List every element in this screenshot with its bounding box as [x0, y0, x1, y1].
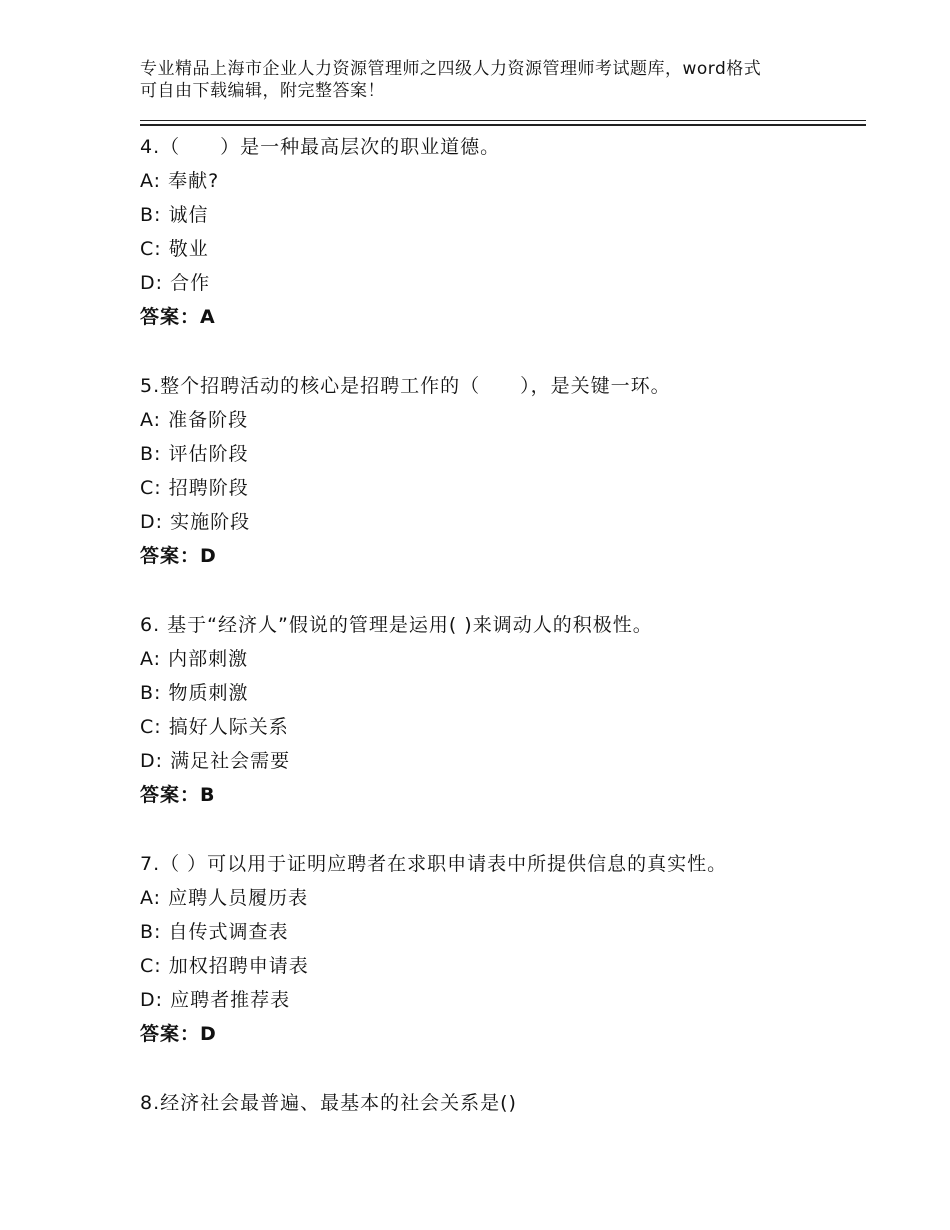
option-b: B: 诚信: [140, 204, 209, 226]
header-line-1: 专业精品上海市企业人力资源管理师之四级人力资源管理师考试题库，word格式: [140, 59, 762, 79]
question-7: [140, 847, 866, 1051]
answer-label: 答案：: [140, 306, 201, 328]
question-6: [140, 608, 866, 812]
question-list: [140, 130, 866, 1155]
option-b: B: 物质刺激: [140, 682, 249, 704]
question-text: 8.经济社会最普遍、最基本的社会关系是(): [140, 1092, 517, 1114]
answer-line: [140, 539, 866, 573]
option-a: A: 奉献?: [140, 170, 220, 192]
option-a: A: 内部刺激: [140, 648, 249, 670]
answer-value: D: [200, 545, 217, 567]
question-text: 6. 基于“经济人”假说的管理是运用( )来调动人的积极性。: [140, 614, 653, 636]
option-a: A: 应聘人员履历表: [140, 887, 309, 909]
option-a: A: 准备阶段: [140, 409, 249, 431]
answer-value: A: [200, 306, 216, 328]
option-c: C: 搞好人际关系: [140, 716, 289, 738]
header-line-2: 可自由下载编辑，附完整答案！: [140, 81, 385, 101]
option-d: D: 合作: [140, 272, 211, 294]
answer-line: [140, 778, 866, 812]
option-b: B: 自传式调查表: [140, 921, 289, 943]
option-c: C: 敬业: [140, 238, 209, 260]
answer-line: [140, 1017, 866, 1051]
option-c: C: 招聘阶段: [140, 477, 249, 499]
answer-label: 答案：: [140, 1023, 201, 1045]
answer-label: 答案：: [140, 784, 201, 806]
answer-line: [140, 300, 866, 334]
document-header: [140, 58, 840, 102]
question-8: [140, 1086, 866, 1120]
question-text: 7.（ ）可以用于证明应聘者在求职申请表中所提供信息的真实性。: [140, 853, 728, 875]
option-c: C: 加权招聘申请表: [140, 955, 309, 977]
option-d: D: 实施阶段: [140, 511, 251, 533]
option-d: D: 满足社会需要: [140, 750, 291, 772]
header-divider-thick: [140, 124, 866, 126]
answer-label: 答案：: [140, 545, 201, 567]
question-5: [140, 369, 866, 573]
option-b: B: 评估阶段: [140, 443, 249, 465]
option-d: D: 应聘者推荐表: [140, 989, 291, 1011]
question-text: 4.（ ）是一种最高层次的职业道德。: [140, 136, 501, 158]
question-4: [140, 130, 866, 334]
question-text: 5.整个招聘活动的核心是招聘工作的（ ），是关键一环。: [140, 375, 671, 397]
answer-value: B: [200, 784, 216, 806]
answer-value: D: [200, 1023, 217, 1045]
header-divider-thin: [140, 120, 866, 121]
